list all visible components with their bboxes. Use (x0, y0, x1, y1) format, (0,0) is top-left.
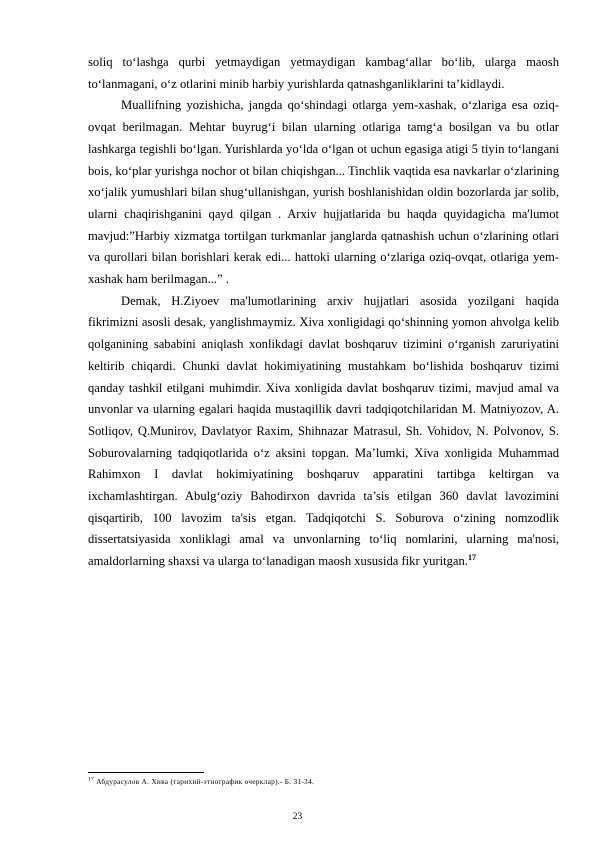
footnote-divider (88, 772, 204, 773)
paragraph-2 (88, 95, 559, 290)
paragraph-1 (88, 52, 559, 95)
paragraph-3 (88, 291, 559, 573)
paragraph-1-text: soliq to‘lashga qurbi yetmaydigan yetmaydigan kambag‘allar bo‘lib, ularga maosh to‘lanmagani, o‘z otlarini minib harbiy yurishlarda qatnashganliklarini ta’kidlaydi. (88, 55, 559, 91)
page-number: 23 (292, 812, 303, 822)
footnote-number: 17 (88, 776, 95, 783)
footnote (88, 777, 559, 787)
footnote-text: Абдурасулов А. Хива (тарихий-этнографик очерклар).- Б. 31-34. (96, 777, 315, 786)
footnote-reference: 17 (467, 552, 476, 562)
page-body (88, 52, 559, 573)
paragraph-3-text: Demak, H.Ziyoev ma'lumotlarining arxiv hujjatlari asosida yozilgani haqida fikrimizni asosli desak, yanglishmaymiz. Xiva xonligidagi qo‘shinning yomon ahvolga kelib qolganining sababini aniqlash xonlikdagi davlat boshqaruv tizimini o‘rganish zaruriyatini keltirib chiqardi. Chunki davlat hokimiyatining mustahkam bo‘lishida boshqaruv tizimi qanday tashkil etilgani muhimdir. Xiva xonligida davlat boshqaruv tizimi, mavjud amal va unvonlar va ularning egalari haqida mustaqillik davri tadqiqotchilaridan M. Matniyozov, A. Sotliqov, Q.Munirov, Davlatyor Raxim, Shihnazar Matrasul, Sh. Vohidov, N. Polvonov, S. Soburovalarning tadqiqotlarida o‘z aksini topgan. Ma’lumki, Xiva xonligida Muhammad Rahimxon I davlat hokimiyatining boshqaruv apparatini tartibga keltirgan va ixchamlashtirgan. Abulg‘oziy Bahodirxon davrida ta’sis etilgan 360 davlat lavozimini qisqartirib, 100 lavozim ta'sis etgan. Tadqiqotchi S. Soburova o‘zining nomzodlik dissertatsiyasida xonliklagi amal va unvonlarning to‘liq nomlarini, ularning ma'nosi, amaldorlarning shaxsi va ularga to‘lanadigan maosh xususida fikr yuritgan. (88, 293, 559, 569)
paragraph-2-text: Muallifning yozishicha, jangda qo‘shindagi otlarga yem-xashak, o‘zlariga esa oziq-ovqat berilmagan. Mehtar buyrug‘i bilan ularning otlariga tamg‘a bosilgan va bu otlar lashkarga tegishli bo‘lgan. Yurishlarda yo‘lda o‘lgan ot uchun egasiga atigi 5 tiyin to‘langani bois, ko‘plar yurishga nochor ot bilan chiqishgan... Tinchlik vaqtida esa navkarlar o‘zlarining xo‘jalik yumushlari bilan shug‘ullanishgan, yurish boshlanishidan oldin bozorlarda jar solib, ularni chaqirishganini qayd qilgan . Arxiv hujjatlarida bu haqda quyidagicha ma'lumot mavjud:”Harbiy xizmatga tortilgan turkmanlar janglarda qatnashish uchun o‘zlarining otlari va qurollari bilan borishlari kerak edi... hattoki ularning o‘zlariga oziq-ovqat, otlariga yem-xashak ham berilmagan...” . (88, 98, 559, 287)
